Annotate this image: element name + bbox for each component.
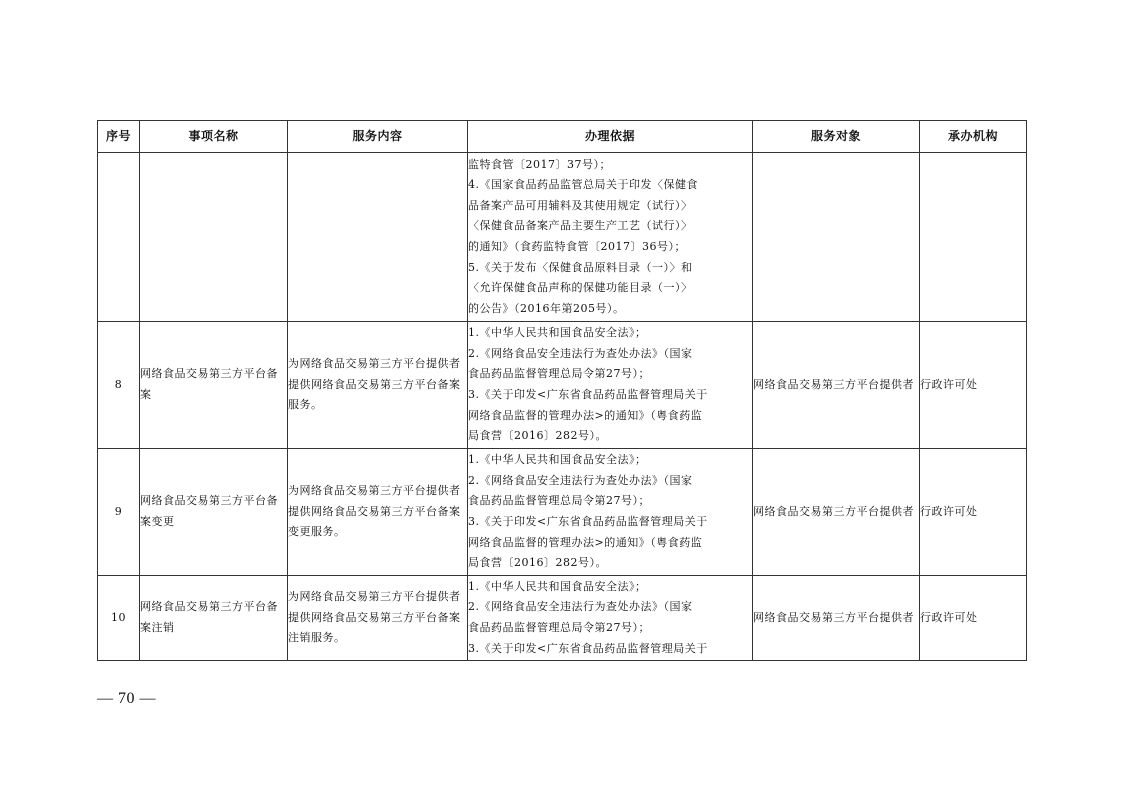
basis-line: 5.《关于发布〈保健食品原料目录（一）〉和 bbox=[468, 260, 693, 274]
table-row bbox=[98, 576, 1027, 661]
header-service-content: 服务内容 bbox=[288, 121, 468, 153]
table-row bbox=[98, 449, 1027, 576]
basis-line: 监特食管〔2017〕37号）； bbox=[468, 157, 611, 171]
basis-line: 食品药品监督管理总局令第27号）； bbox=[468, 494, 650, 508]
row-seq: 10 bbox=[98, 576, 140, 661]
row-service-content: 为网络食品交易第三方平台提供者提供网络食品交易第三方平台备案服务。 bbox=[288, 322, 468, 449]
row-seq bbox=[98, 153, 140, 322]
row-agency: 行政许可处 bbox=[920, 449, 1027, 576]
row-seq: 8 bbox=[98, 322, 140, 449]
row-basis bbox=[468, 449, 753, 576]
header-seq: 序号 bbox=[98, 121, 140, 153]
row-item-name: 网络食品交易第三方平台备案 bbox=[140, 322, 288, 449]
basis-line: 品备案产品可用辅料及其使用规定（试行）〉 bbox=[468, 198, 693, 212]
row-service-target bbox=[753, 153, 920, 322]
basis-line: 局食营〔2016〕282号）。 bbox=[468, 556, 607, 570]
basis-line: 4.《国家食品药品监管总局关于印发〈保健食 bbox=[468, 178, 698, 192]
basis-line: 3.《关于印发<广东省食品药品监督管理局关于 bbox=[468, 515, 708, 528]
row-service-target: 网络食品交易第三方平台提供者 bbox=[753, 576, 920, 661]
row-basis bbox=[468, 322, 753, 449]
row-service-content bbox=[288, 153, 468, 322]
row-agency: 行政许可处 bbox=[920, 322, 1027, 449]
basis-line: 食品药品监督管理总局令第27号）； bbox=[468, 621, 650, 634]
row-agency bbox=[920, 153, 1027, 322]
row-service-target: 网络食品交易第三方平台提供者 bbox=[753, 449, 920, 576]
row-item-name bbox=[140, 153, 288, 322]
basis-line: 1.《中华人民共和国食品安全法》； bbox=[468, 453, 647, 467]
row-basis bbox=[468, 153, 753, 322]
table-header-row bbox=[98, 121, 1027, 153]
table-row bbox=[98, 322, 1027, 449]
basis-line: 3.《关于印发<广东省食品药品监督管理局关于 bbox=[468, 641, 708, 655]
basis-line: 1.《中华人民共和国食品安全法》； bbox=[468, 326, 647, 340]
row-item-name: 网络食品交易第三方平台备案注销 bbox=[140, 576, 288, 661]
basis-line: 〈保健食品备案产品主要生产工艺（试行）〉 bbox=[468, 219, 693, 233]
page-number: — 70 — bbox=[97, 690, 156, 707]
row-service-target: 网络食品交易第三方平台提供者 bbox=[753, 322, 920, 449]
basis-line: 网络食品监督的管理办法>的通知》（粤食药监 bbox=[468, 535, 703, 549]
basis-line: 〈允许保健食品声称的保健功能目录（一）〉 bbox=[468, 281, 693, 295]
basis-line: 食品药品监督管理总局令第27号）； bbox=[468, 367, 650, 381]
basis-line: 局食营〔2016〕282号）。 bbox=[468, 429, 607, 443]
basis-line: 2.《网络食品安全违法行为查处办法》（国家 bbox=[468, 473, 693, 487]
row-service-content: 为网络食品交易第三方平台提供者提供网络食品交易第三方平台备案注销服务。 bbox=[288, 576, 468, 661]
header-basis: 办理依据 bbox=[468, 121, 753, 153]
table-row bbox=[98, 153, 1027, 322]
basis-line: 2.《网络食品安全违法行为查处办法》（国家 bbox=[468, 600, 693, 614]
basis-line: 1.《中华人民共和国食品安全法》； bbox=[468, 579, 647, 593]
row-basis bbox=[468, 576, 753, 661]
header-agency: 承办机构 bbox=[920, 121, 1027, 153]
basis-line: 2.《网络食品安全违法行为查处办法》（国家 bbox=[468, 346, 693, 360]
row-service-content: 为网络食品交易第三方平台提供者提供网络食品交易第三方平台备案变更服务。 bbox=[288, 449, 468, 576]
service-items-table bbox=[97, 120, 1027, 661]
row-seq: 9 bbox=[98, 449, 140, 576]
row-agency: 行政许可处 bbox=[920, 576, 1027, 661]
basis-line: 的公告》（2016年第205号）。 bbox=[468, 301, 625, 315]
basis-line: 网络食品监督的管理办法>的通知》（粤食药监 bbox=[468, 408, 703, 422]
row-item-name: 网络食品交易第三方平台备案变更 bbox=[140, 449, 288, 576]
basis-line: 3.《关于印发<广东省食品药品监督管理局关于 bbox=[468, 388, 708, 401]
basis-line: 的通知》（食药监特食管〔2017〕36号）； bbox=[468, 240, 686, 253]
header-service-target: 服务对象 bbox=[753, 121, 920, 153]
header-item-name: 事项名称 bbox=[140, 121, 288, 153]
